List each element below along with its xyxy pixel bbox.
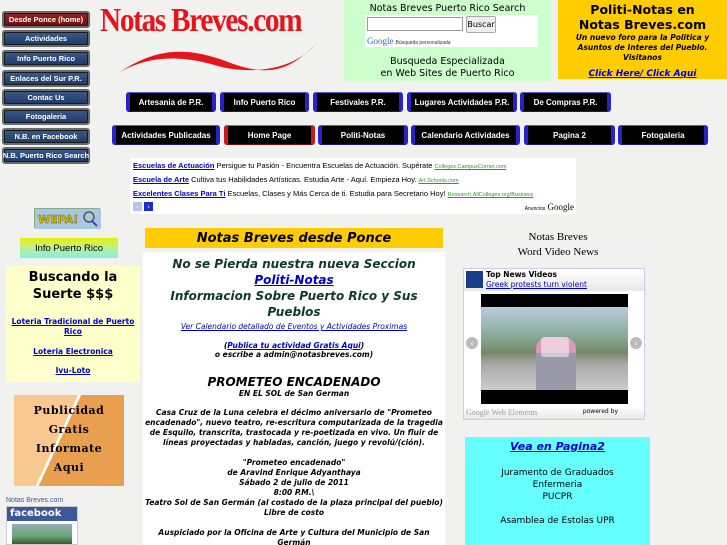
promo-subheading: Informacion Sobre Puerto Rico y Sus Pueblos bbox=[170, 289, 418, 319]
search-title: Notas Breves Puerto Rico Search bbox=[369, 3, 526, 14]
video-player[interactable] bbox=[481, 294, 628, 404]
nav-politi-notas[interactable]: Politi-Notas bbox=[318, 125, 408, 145]
nav-contac-us[interactable]: Contac Us bbox=[2, 89, 90, 106]
loteria-tradicional-link[interactable]: Loteria Tradicional de Puerto Rico bbox=[11, 317, 135, 336]
facebook-page-label[interactable]: Notas Breves.com bbox=[6, 497, 64, 504]
promo-heading: No se Pierda nuestra nueva Seccion bbox=[172, 257, 416, 271]
nav-pagina-2[interactable]: Pagina 2 bbox=[524, 125, 615, 145]
google-ads-panel bbox=[130, 158, 576, 214]
facebook-logo: facebook bbox=[7, 507, 77, 521]
google-web-elements-label: Google Web Elements bbox=[466, 408, 538, 417]
ads-by-google[interactable]: Anuncios Google bbox=[524, 202, 574, 212]
video-prev-icon[interactable]: ‹ bbox=[466, 337, 478, 349]
nav-artesania[interactable]: Artesania de P.R. bbox=[126, 92, 216, 112]
publicidad-line: Gratis bbox=[48, 423, 90, 436]
video-news-widget bbox=[463, 268, 645, 420]
nav-info-puerto-rico-top[interactable]: Info Puerto Rico bbox=[220, 92, 309, 112]
pagina2-line: Juramento de Graduados bbox=[501, 468, 614, 478]
publicidad-gratis-banner[interactable] bbox=[14, 395, 124, 486]
info-puerto-rico-banner[interactable]: Info Puerto Rico bbox=[20, 238, 118, 258]
ad-title-link[interactable]: Excelentes Clases Para Ti bbox=[133, 189, 226, 198]
politi-notas-link[interactable]: Politi-Notas bbox=[254, 273, 334, 287]
nav-info-puerto-rico[interactable]: Info Puerto Rico bbox=[2, 50, 90, 67]
ad-title-link[interactable]: Escuelas de Actuación bbox=[133, 161, 215, 170]
nav-desde-ponce-home[interactable]: Desde Ponce (home) bbox=[2, 11, 90, 28]
politi-promo-link[interactable]: Click Here/ Click Aqui bbox=[588, 69, 697, 79]
play-icon[interactable] bbox=[541, 337, 569, 357]
wepa-badge[interactable] bbox=[34, 208, 100, 228]
event-line: de Aravind Enrique Adyanthaya bbox=[227, 468, 361, 477]
nav-fotogaleria[interactable]: Fotogaleria bbox=[2, 108, 90, 125]
search-caption-line2: en Web Sites de Puerto Rico bbox=[380, 68, 515, 79]
search-caption bbox=[344, 56, 551, 80]
nav-actividades-publicadas[interactable]: Actividades Publicadas bbox=[112, 125, 220, 145]
publish-activity-link[interactable]: Publica tu actividad Gratis Aqui bbox=[227, 341, 361, 350]
nav-actividades[interactable]: Actividades bbox=[2, 30, 90, 47]
site-search-panel bbox=[344, 0, 551, 81]
video-news-title: Notas Breves Word Video News bbox=[517, 231, 599, 258]
event-line: Sábado 2 de julio de 2011 bbox=[239, 478, 349, 487]
ad-title-link[interactable]: Escuela de Arte bbox=[133, 175, 189, 184]
publicidad-line: Informate bbox=[35, 442, 103, 455]
logo-swoosh-icon bbox=[118, 42, 318, 76]
pagina2-line: PUCPR bbox=[542, 492, 573, 502]
nav-home-page[interactable]: Home Page bbox=[224, 125, 315, 145]
article-body: Casa Cruz de la Luna celebra el décimo aniversario de "Prometeo encadenado", nuevo teatro, re-escritura computarizada de la tragedia de Esquilo, transcrita, trastocada y re-poetizada en vivo. Un fluir de líneas proyectadas y habladas, canción, juego y revolú/(ción). bbox=[145, 408, 443, 447]
powered-by-label: powered by bbox=[582, 408, 618, 415]
search-input[interactable] bbox=[367, 17, 463, 31]
google-sub-label: Búsqueda personalizada bbox=[395, 40, 451, 46]
video-widget-header bbox=[464, 269, 644, 291]
nav-festivales[interactable]: Festivales P.R. bbox=[313, 92, 403, 112]
publicidad-line: Publicidad bbox=[33, 404, 105, 417]
al-jazeera-logo-icon bbox=[466, 271, 483, 288]
publicidad-line: Aqui bbox=[53, 461, 85, 474]
ads-prev-icon[interactable]: ‹ bbox=[133, 202, 142, 211]
politi-promo-description: Un nuevo foro para la Politica y Asuntos de Interes del Pueblo. Visitanos bbox=[575, 33, 710, 62]
wepa-magnifier-icon bbox=[35, 209, 101, 229]
ad-url[interactable]: Art.Schools.com bbox=[418, 178, 459, 184]
video-widget-footer bbox=[464, 407, 644, 419]
search-caption-line1: Busqueda Especializada bbox=[390, 56, 505, 67]
nav-nb-en-facebook[interactable]: N.B. en Facebook bbox=[2, 128, 90, 145]
pagina2-line: Asamblea de Estolas UPR bbox=[500, 516, 615, 526]
search-button[interactable]: Buscar bbox=[466, 16, 496, 33]
google-custom-search-brand bbox=[367, 36, 451, 46]
politi-promo-title: Politi-Notas en Notas Breves.com bbox=[578, 2, 707, 32]
facebook-widget[interactable] bbox=[6, 506, 78, 545]
video-thumbnail bbox=[481, 307, 628, 390]
center-section-title: Notas Breves desde Ponce bbox=[145, 228, 443, 248]
google-logo: Google bbox=[367, 36, 394, 46]
search-form bbox=[365, 15, 538, 47]
nav-de-compras[interactable]: De Compras P.R. bbox=[520, 92, 611, 112]
ad-item bbox=[133, 189, 534, 198]
loteria-panel bbox=[6, 266, 140, 382]
event-line: "Prometeo encadenado" bbox=[242, 458, 346, 467]
loteria-title: Buscando la Suerte $$$ bbox=[28, 270, 118, 302]
nav-lugares-actividades[interactable]: Lugares Actividades P.R. bbox=[407, 92, 517, 112]
pagina2-panel bbox=[465, 437, 650, 545]
email-line: o escribe a admin@notasbreves.com) bbox=[214, 350, 374, 359]
event-line: 8:00 P.M.\ bbox=[273, 488, 315, 497]
event-line: Teatro Sol de San Germán (al costado de la plaza principal del pueblo) bbox=[145, 498, 443, 507]
ad-text: Cultiva tus Habilidades Artísticas. Estudia Arte - Aquí. Empieza Hoy. bbox=[191, 175, 417, 184]
ad-url[interactable]: Colleges.CampusCorner.com bbox=[434, 164, 507, 170]
politi-notas-promo bbox=[558, 0, 727, 79]
loteria-electronica-link[interactable]: Loteria Electronica bbox=[33, 347, 113, 356]
ad-item bbox=[133, 161, 506, 170]
article-subtitle: EN EL SOL de San German bbox=[238, 389, 350, 398]
ad-url[interactable]: Research.AllColleges.org/Business bbox=[447, 192, 534, 198]
nav-enlaces-del-sur[interactable]: Enlaces del Sur P.R. bbox=[2, 70, 90, 87]
video-widget-title: Top News Videos bbox=[486, 270, 557, 279]
ivu-loto-link[interactable]: Ivu-Loto bbox=[55, 366, 91, 375]
pagina2-line: Enfermeria bbox=[532, 480, 583, 490]
article-title: PROMETEO ENCADENADO bbox=[207, 375, 381, 389]
center-content bbox=[143, 252, 445, 545]
calendar-link[interactable]: Ver Calendario detallado de Eventos y Actividades Proximas bbox=[180, 322, 408, 331]
ad-item bbox=[133, 175, 459, 184]
ad-text: Persigue tu Pasión - Encuentra Escuelas de Actuación. Supérate bbox=[216, 161, 433, 170]
event-line: Libre de costo bbox=[264, 508, 324, 517]
pagina2-link[interactable]: Vea en Pagina2 bbox=[510, 440, 605, 453]
ads-next-icon[interactable]: › bbox=[144, 202, 153, 211]
site-logo[interactable]: Notas Breves.com bbox=[100, 2, 302, 39]
nav-nb-puerto-rico-search[interactable]: N.B. Puerto Rico Search bbox=[2, 147, 90, 164]
facebook-cover-image bbox=[12, 524, 72, 544]
svg-text:WEPA!: WEPA! bbox=[38, 213, 79, 226]
publish-line: (Publica tu actividad Gratis Aqui) bbox=[223, 341, 365, 350]
event-details bbox=[143, 458, 445, 518]
nav-fotogaleria-top[interactable]: Fotogaleria bbox=[618, 125, 708, 145]
sponsor-line: Auspiciado por la Oficina de Arte y Cultura del Municipio de San Germán bbox=[158, 528, 430, 545]
pagina2-spacer bbox=[465, 503, 650, 515]
nav-calendario-actividades[interactable]: Calendario Actividades bbox=[411, 125, 520, 145]
video-headline-link[interactable]: Greek protests turn violent bbox=[486, 280, 587, 289]
ad-text: Escuelas, Clases y Más Cerca de ti. Estudia para Secretario Hoy! bbox=[227, 189, 446, 198]
video-next-icon[interactable]: › bbox=[630, 337, 642, 349]
